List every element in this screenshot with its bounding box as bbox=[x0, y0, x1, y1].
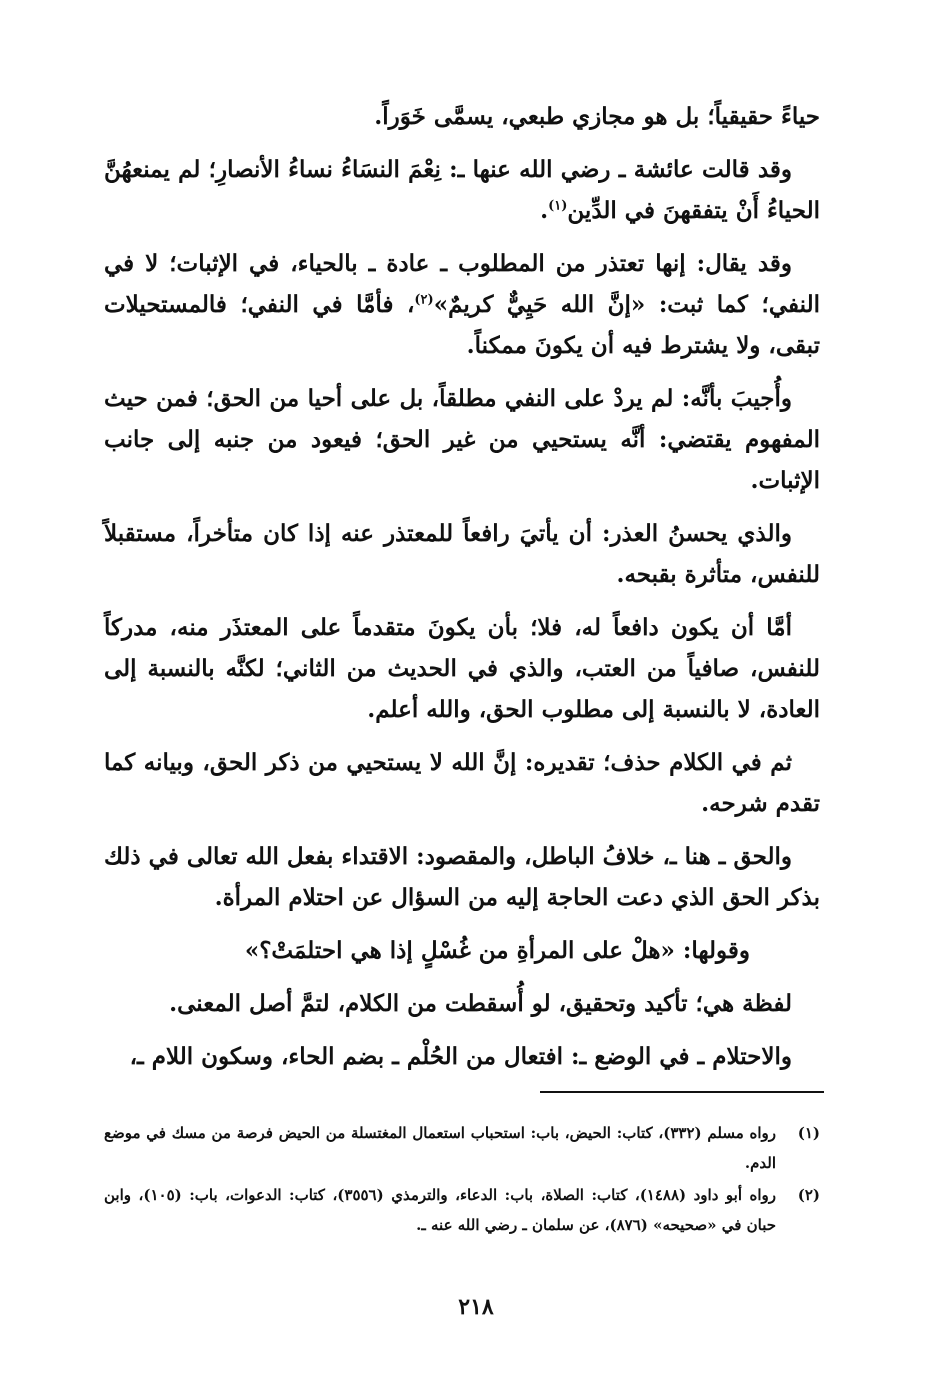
paragraph-8-text: والحق ـ هنا ـ، خلافُ الباطل، والمقصود: الاقتداء بفعل الله تعالى في ذلك بذكر الحق الذي دعت الحاجة إليه من السؤال عن احتلام المرأة. bbox=[104, 843, 820, 911]
footnote-2-number: (٢) bbox=[797, 1186, 820, 1204]
paragraph-2-text: وقد قالت عائشة ـ رضي الله عنها ـ: نِعْمَ النسَاءُ نساءُ الأنصارِ؛ لم يمنعهُنَّ الحياءُ أَنْ يتفقهنَ في الدِّين bbox=[104, 156, 820, 224]
paragraph-5 bbox=[104, 513, 820, 595]
page-number: ٢١٨ bbox=[458, 1294, 494, 1320]
footnote-1-number: (١) bbox=[797, 1124, 820, 1142]
paragraph-7 bbox=[104, 742, 820, 824]
paragraph-11-text: والاحتلام ـ في الوضع ـ: افتعال من الحُلْم ـ بضم الحاء، وسكون اللام ـ، bbox=[129, 1043, 792, 1070]
paragraph-11 bbox=[104, 1036, 820, 1077]
paragraph-2-tail: . bbox=[540, 197, 549, 224]
paragraph-5-text: والذي يحسنُ العذر: أن يأتيَ رافعاً للمعتذر عنه إذا كان متأخراً، مستقبلاً للنفس، متأثرة بقبحه. bbox=[104, 520, 820, 588]
paragraph-1-text: حياءً حقيقياً؛ بل هو مجازي طبعي، يسمَّى خَوَراً. bbox=[374, 103, 820, 130]
footnote-1 bbox=[104, 1118, 820, 1178]
paragraph-8 bbox=[104, 836, 820, 918]
main-text bbox=[104, 96, 820, 1089]
paragraph-3-tail: ، فأمَّا في النفي؛ فالمستحيلات تبقى، ولا يشترط فيه أن يكونَ ممكناً. bbox=[104, 291, 820, 359]
footnote-2-text: رواه أبو داود (١٤٨٨)، كتاب: الصلاة، باب: الدعاء، والترمذي (٣٥٥٦)، كتاب: الدعوات، باب: (١٠٥)، وابن حبان في «صحيحه» (٨٧٦)، عن سلمان ـ رضي الله عنه ـ. bbox=[104, 1186, 776, 1234]
paragraph-10 bbox=[104, 983, 820, 1024]
paragraph-7-text: ثم في الكلام حذف؛ تقديره: إنَّ الله لا يستحيي من ذكر الحق، وبيانه كما تقدم شرحه. bbox=[104, 749, 820, 817]
paragraph-4-text: وأُجيبَ بأنَّه: لم يردْ على النفي مطلقاً، بل على أحيا من الحق؛ فمن حيث المفهوم يقتضي: أنَّه يستحيي من غير الحق؛ فيعود من جنبه إلى جانب الإثبات. bbox=[104, 385, 820, 494]
paragraph-6-text: أمَّا أن يكون دافعاً له، فلا؛ بأن يكونَ متقدماً على المعتذَر منه، مدركاً للنفس، صافياً من العتب، والذي في الحديث من الثاني؛ لكنَّه بالنسبة إلى العادة، لا بالنسبة إلى مطلوب الحق، والله أعلم. bbox=[104, 614, 820, 723]
paragraph-4 bbox=[104, 378, 820, 501]
paragraph-9-text: وقولها: «هلْ على المرأةِ من غُسْلٍ إذا هي احتلمَتْ؟» bbox=[244, 937, 750, 964]
footnote-1-text: رواه مسلم (٣٣٢)، كتاب: الحيض، باب: استحباب استعمال المغتسلة من الحيض فرصة من مسك في موضع الدم. bbox=[104, 1124, 777, 1172]
footnote-ref-1[interactable]: (١) bbox=[548, 198, 568, 214]
paragraph-10-text: لفظة هي؛ تأكيد وتحقيق، لو أُسقطت من الكلام، لتمَّ أصل المعنى. bbox=[169, 990, 792, 1017]
footnote-2 bbox=[104, 1180, 820, 1240]
paragraph-9-quote bbox=[104, 930, 820, 971]
footnote-divider bbox=[540, 1091, 824, 1093]
paragraph-3-text: وقد يقال: إنها تعتذر من المطلوب ـ عادة ـ بالحياء، في الإثبات؛ لا في النفي؛ كما ثبت: «إنَّ الله حَيِيٌّ كريمٌ» bbox=[104, 250, 820, 318]
paragraph-3 bbox=[104, 243, 820, 366]
paragraph-2 bbox=[104, 149, 820, 231]
footnote-ref-2[interactable]: (٢) bbox=[414, 292, 434, 308]
paragraph-6 bbox=[104, 607, 820, 730]
footnotes bbox=[104, 1118, 820, 1242]
paragraph-1 bbox=[104, 96, 820, 137]
